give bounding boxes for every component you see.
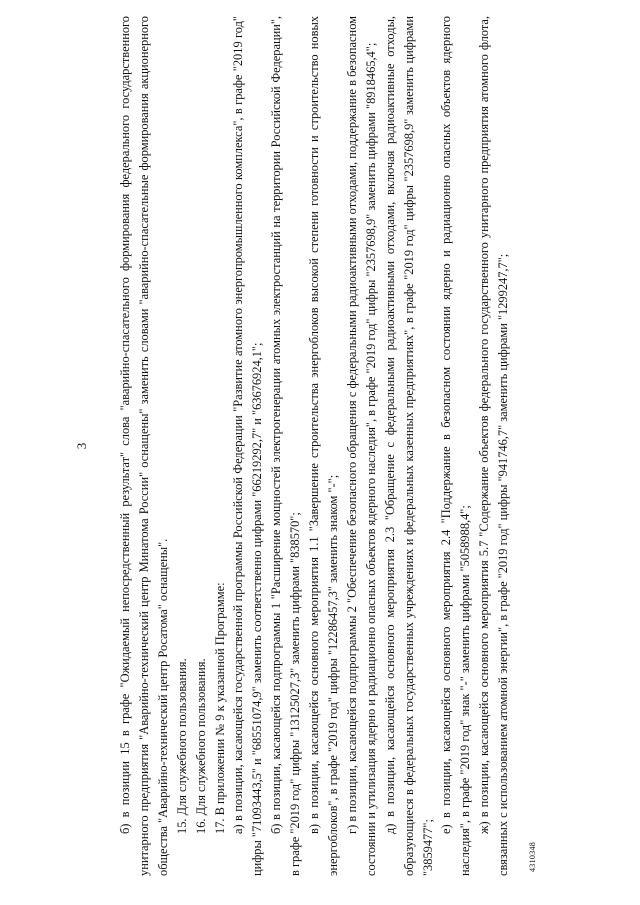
paragraph-item-15: 15. Для служебного пользования. <box>174 658 189 834</box>
rotated-page <box>74 16 600 876</box>
document-code: 4310348 <box>528 841 537 872</box>
paragraph-sub-v: в) в позиции, касающейся основного мероприятия 1.1 "Завершение строительства энергоблоков высокой степени готовности и строительство новых энергоблоков", в графе "2019 год" цифры "12286457,3" заменить знаком "-"; <box>307 16 340 876</box>
paragraph-sub-d: д) в позиции, касающейся основного мероприятия 2.3 "Обращение с федеральными радиоактивными отходами, включая радиоактивные отходы, образующиеся в федеральных государственных учреждениях и федеральных казенных предприятиях", в графе "2019 год" цифры "2357698,9" заменить цифрами "3859477"; <box>382 16 435 876</box>
paragraph-sub-zh: ж) в позиции, касающейся основного мероприятия 5.7 "Содержание объектов федерального государственного унитарного предприятия атомного флота, связанных с использованием атомной энергии", в графе "2019 год" цифры "941746,7" заменить цифрами "1299247,7"; <box>477 16 511 876</box>
paragraph-sub-a: а) в позиции, касающейся государственной программы Российской Федерации "Развитие атомного энергопромышленного комплекса", в графе "2019 год" цифры "71093443,5" и "68551074,9" заменить соответственно цифрами "66219292,7" и "63676924,1"; <box>231 16 265 876</box>
page-number: 3 <box>74 442 89 450</box>
paragraph-sub-b: б) в позиции, касающейся подпрограммы 1 "Расширение мощностей электрогенерации атомных электростанций на территории Российской Федерации", в графе "2019 год" цифры "13125027,3" заменить цифрами "838570"; <box>269 16 303 876</box>
paragraph-sub-g: г) в позиции, касающейся подпрограммы 2 "Обеспечение безопасного обращения с федеральными радиоактивными отходами, поддержание в безопасном состоянии и утилизация ядерно и радиационно опасных объектов ядерного наследия", в графе "2019 год" цифры "2357698,9" заменить цифрами "8918465,4"; <box>344 16 378 876</box>
paragraph-item-b-15: б) в позиции 15 в графе "Ожидаемый непосредственный результат" слова "аварийно-спасательного формирования федерального государственного унитарного предприятия "Аварийно-технический центр Минатома России" оснащены" заменить словами "аварийно-спасательные формирования акционерного общества "Аварийно-технический центр Росатома" оснащены". <box>118 16 170 876</box>
document-body <box>116 16 513 876</box>
paragraph-sub-e: е) в позиции, касающейся основного мероприятия 2.4 "Поддержание в безопасном состоянии ядерно и радиационно опасных объектов ядерного наследия", в графе "2019 год" знак "-" заменить цифрами "5058988,4"; <box>439 16 473 876</box>
paragraph-item-16: 16. Для служебного пользования. <box>193 658 208 834</box>
paragraph-item-17: 17. В приложении № 9 к указанной Программе: <box>212 582 227 834</box>
